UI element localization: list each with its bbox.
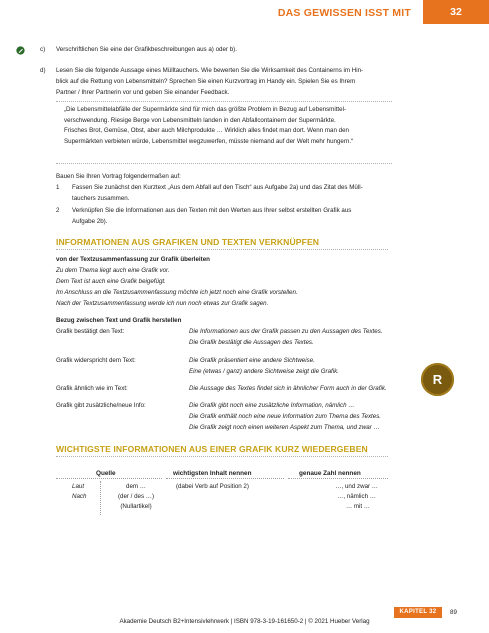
step-1-line-1: Fassen Sie zunächst den Kurztext „Aus dem Abfall auf den Tisch“ aus Aufgabe 2a) und das Zitat des Müll- <box>72 184 363 191</box>
task-d-line-3: Partner / Ihrer Partnerin vor und geben Sie einander Feedback. <box>56 89 230 96</box>
relation-label-confirms: Grafik bestätigt den Text: <box>56 328 125 335</box>
quote-line-2: verschwendung. Riesige Berge von Lebensmitteln landen in den Abfallcontainern der Supermärkte. <box>64 116 336 124</box>
instructions-intro: Bauen Sie Ihren Vortrag folgendermaßen auf: <box>56 173 181 180</box>
section-title-summarize-chart: WICHTIGSTE INFORMATIONEN AUS EINER GRAFIK KURZ WIEDERGEBEN <box>56 444 368 454</box>
number-phrase: … mit … <box>345 503 370 510</box>
relation-phrase: Die Grafik zeigt noch einen weiteren Aspekt zum Thema, und zwar … <box>189 424 380 431</box>
step-1-line-2: tauchers zusammen. <box>72 195 130 202</box>
quote-text <box>64 105 378 147</box>
quote-line-3: Frisches Brot, Gemüse, Obst, aber auch Milchprodukte … Wirklich alles findet man dort. Wenn man den <box>64 127 349 135</box>
quote-line-4: Supermärkten verbieten würde, Lebensmittel wegzuwerfen, müsste niemand auf der Welt mehr hungern.“ <box>64 137 354 145</box>
step-1-number: 1 <box>56 184 60 191</box>
imprint: Akademie Deutsch B2+Intensivlehrwerk | ISBN 978-3-19-161650-2 | © 2021 Hueber Verlag <box>119 618 370 625</box>
step-2-line-2: Aufgabe 2b). <box>72 218 108 225</box>
chapter-number-badge: 32 <box>423 0 489 24</box>
source-word: Nach <box>72 493 87 500</box>
relation-phrase: Die Grafik gibt noch eine zusätzliche Information, nämlich … <box>189 402 355 409</box>
task-d-letter: d) <box>40 67 46 74</box>
phrase-transition-1: Zu dem Thema liegt auch eine Grafik vor. <box>56 267 170 274</box>
subsection-title-relation: Bezug zwischen Text und Grafik herstellen <box>56 317 182 324</box>
quote-box <box>56 96 392 164</box>
relation-label-similar: Grafik ähnlich wie im Text: <box>56 385 128 392</box>
relation-phrase: Die Grafik enthält noch eine neue Information zum Thema des Textes. <box>189 413 382 420</box>
chapter-title: DAS GEWISSEN ISST MIT <box>277 7 411 19</box>
content-note: (dabei Verb auf Position 2) <box>176 483 249 490</box>
phrase-transition-4: Nach der Textzusammenfassung werde ich nun noch etwas zur Grafik sagen. <box>56 300 269 307</box>
quote-bottom-rule <box>56 163 392 164</box>
relation-phrase: Die Informationen aus der Grafik passen zu den Aussagen des Textes. <box>189 328 383 335</box>
article-form: (Nullartikel) <box>120 503 152 510</box>
redemittel-badge: R <box>421 363 454 396</box>
task-c-text: Verschriftlichen Sie eine der Grafikbeschreibungen aus a) oder b). <box>56 46 237 53</box>
kapitel-badge: KAPITEL 32 <box>394 607 442 618</box>
number-phrase: …, nämlich … <box>337 493 376 500</box>
relation-phrase: Die Grafik präsentiert eine andere Sichtweise. <box>189 357 315 364</box>
phrase-transition-2: Dem Text ist auch eine Grafik beigefügt. <box>56 278 166 285</box>
section-title-link-info: INFORMATIONEN AUS GRAFIKEN UND TEXTEN VERKNÜPFEN <box>56 237 320 247</box>
source-word: Laut <box>72 483 85 490</box>
table-rule <box>166 478 284 479</box>
step-2-line-1: Verknüpfen Sie die Informationen aus den Texten mit den Werten aus Ihrer selbst erstellten Grafik aus <box>72 207 352 214</box>
task-d-line-1: Lesen Sie die folgende Aussage eines Mülltauchers. Wie bewerten Sie die Wirksamkeit des Containerns im Hin- <box>56 67 364 74</box>
column-header-source: Quelle <box>96 470 116 477</box>
relation-phrase: Die Aussage des Textes findet sich in ähnlicher Form auch in der Grafik. <box>189 385 387 392</box>
number-phrase: …, und zwar … <box>335 483 378 490</box>
table-divider <box>100 481 101 515</box>
relation-label-additional: Grafik gibt zusätzliche/neue Info: <box>56 402 146 409</box>
task-c-letter: c) <box>40 46 46 53</box>
column-header-content: wichtigsten Inhalt nennen <box>173 470 252 477</box>
section-rule <box>56 249 388 250</box>
table-rule <box>56 478 162 479</box>
pen-icon <box>16 46 25 55</box>
phrase-transition-3: Im Anschluss an die Textzusammenfassung möchte ich jetzt noch eine Grafik vorstellen. <box>56 289 298 296</box>
quote-top-rule <box>56 101 392 102</box>
column-header-number: genaue Zahl nennen <box>299 470 361 477</box>
quote-line-1: „Die Lebensmittelabfälle der Supermärkte sind für mich das größte Problem in Bezug auf Lebensmittel- <box>64 106 347 113</box>
page-header <box>0 0 489 24</box>
subsection-title-transition: von der Textzusammenfassung zur Grafik überleiten <box>56 256 210 263</box>
section-rule <box>56 456 388 457</box>
article-form: dem … <box>126 483 146 490</box>
step-2-number: 2 <box>56 207 60 214</box>
relation-phrase: Die Grafik bestätigt die Aussagen des Textes. <box>189 339 314 346</box>
table-rule <box>288 478 388 479</box>
page-number: 89 <box>450 609 457 616</box>
article-form: (der / des …) <box>117 493 155 500</box>
task-d-line-2: blick auf die Rettung von Lebensmitteln? Sprechen Sie einen Kurzvortrag im Handy ein. Spielen Sie es Ihrem <box>56 78 356 85</box>
relation-phrase: Eine (etwas / ganz) andere Sichtweise zeigt die Grafik. <box>189 368 339 375</box>
relation-label-contradicts: Grafik widerspricht dem Text: <box>56 357 136 364</box>
